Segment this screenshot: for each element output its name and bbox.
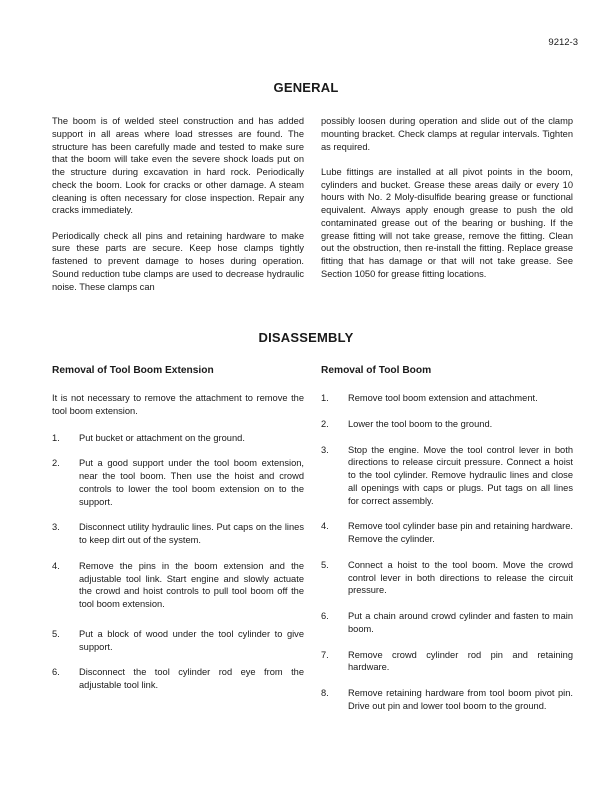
extension-intro: It is not necessary to remove the attachment to remove the tool boom extension. [52,393,304,416]
step-item: 2. Put a good support under the tool boom extension, near the tool boom. Then use the hoist and crowd controls to lower the tool boom extension on to the support. [52,458,304,507]
section-title-general: GENERAL [273,80,339,95]
general-left-column [52,115,304,306]
section-title-disassembly: DISASSEMBLY [258,330,354,345]
subheading-tool-boom-extension: Removal of Tool Boom Extension [52,365,214,376]
step-item: 3. Stop the engine. Move the tool control lever in both directions to release circuit pressure. Connect a hoist to the tool cylinder. Remove hydraulic lines and close all openings with caps or plugs. Put tags on all lines for correct assembly. [321,444,573,506]
step-item: 6. Disconnect the tool cylinder rod eye from the adjustable tool link. [52,667,304,690]
step-item: 3. Disconnect utility hydraulic lines. Put caps on the lines to keep dirt out of the system. [52,522,304,545]
extension-column [52,392,304,692]
tool-boom-column [321,392,573,713]
step-item: 1. Remove tool boom extension and attachment. [321,393,538,403]
step-item: 5. Connect a hoist to the tool boom. Move the crowd control lever in both directions to release the circuit pressure. [321,559,573,596]
general-paragraph: The boom is of welded steel construction and has added support in all areas where load stresses are found. The structure has been carefully made and tested to make sure that the boom will take even the severe shock loads put on the structure during excavation in hard rock. Periodically check the boom. Look for cracks or other damage. A steam cleaning is often necessary for close inspection. Repair any cracks immediately. [52,116,304,216]
step-item: 7. Remove crowd cylinder rod pin and retaining hardware. [321,649,573,673]
extension-steps [52,432,304,692]
step-item: 5. Put a block of wood under the tool cylinder to give support. [52,628,304,652]
subheading-tool-boom: Removal of Tool Boom [321,365,432,376]
step-item: 4. Remove tool cylinder base pin and retaining hardware. Remove the cylinder. [321,521,573,544]
general-paragraph: possibly loosen during operation and slide out of the clamp mounting bracket. Check clamps at regular intervals. Tighten as required. [321,116,573,152]
step-item: 1. Put bucket or attachment on the ground. [52,432,245,443]
step-item: 2. Lower the tool boom to the ground. [321,418,493,429]
step-item: 6. Put a chain around crowd cylinder and fasten to main boom. [321,611,573,634]
step-item: 4. Remove the pins in the boom extension and the adjustable tool link. Start engine and slowly actuate the crowd and hoist controls to pull tool boom off the tool boom extension. [52,560,304,609]
general-paragraph: Lube fittings are installed at all pivot points in the boom, cylinders and bucket. Grease these areas daily or every 10 hours with No. 2 Moly-disulfide bearing grease or functional equivalent. Always apply enough grease to push the old contaminated grease out of the bearing or bushing. If the grease fitting will not take grease, remove the fitting. Clean out the obstruction, then re-install the fitting. Replace grease fitting that has damage or that will not take grease. See Section 1050 for grease fitting locations. [321,166,573,279]
general-paragraph: Periodically check all pins and retaining hardware to make sure these parts are secure. Keep hose clamps tightly fastened to prevent damage to hoses during operation. Sound reduction tube clamps are used to decrease hydraulic noise. These clamps can [52,230,304,292]
step-item: 8. Remove retaining hardware from tool boom pivot pin. Drive out pin and lower tool boom to the ground. [321,688,573,711]
general-right-column [321,115,573,293]
page-number: 9212-3 [548,37,578,48]
tool-boom-steps [321,392,573,713]
